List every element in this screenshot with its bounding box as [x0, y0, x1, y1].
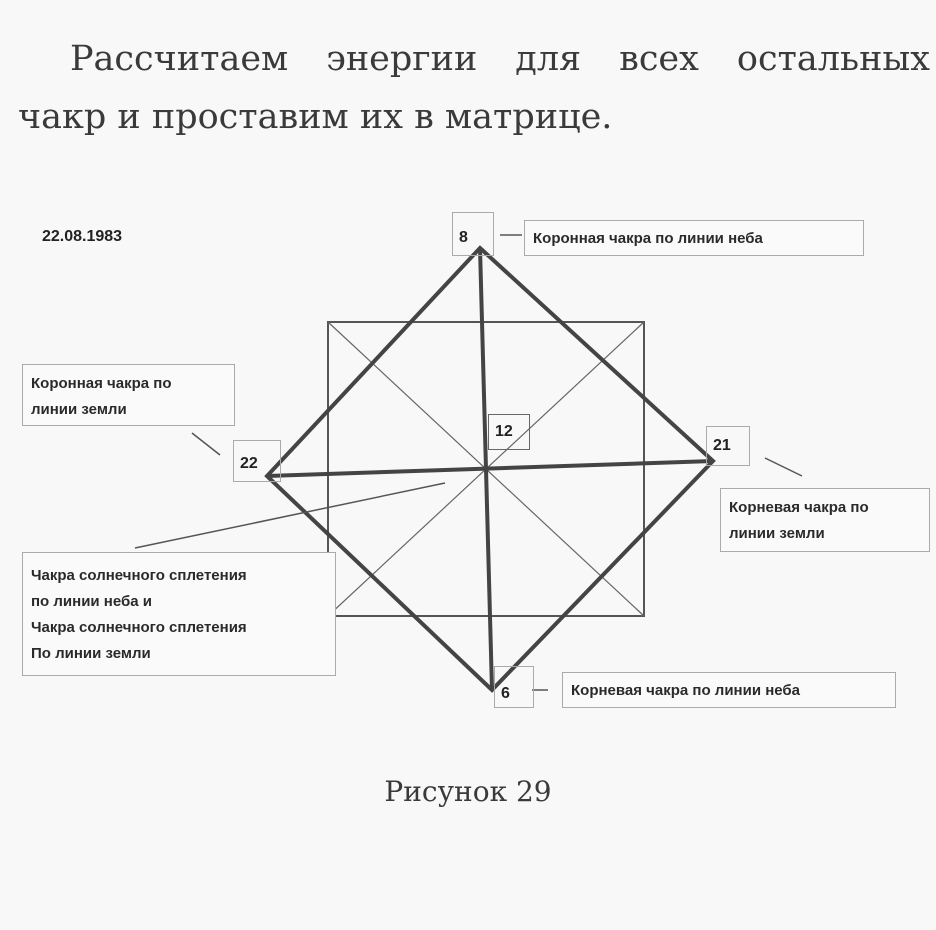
callout-solar-plexus-line-1: Чакра солнечного сплетения — [31, 567, 247, 584]
callout-root-earth — [720, 488, 930, 552]
callout-crown-earth-line-1: Коронная чакра по — [31, 375, 172, 392]
node-left-value: 22 — [233, 440, 281, 482]
callout-solar-plexus-line-2: по линии неба и — [31, 593, 153, 610]
callout-solar-plexus-line-3: Чакра солнечного сплетения — [31, 619, 247, 636]
callout-root-sky-text: Корневая чакра по линии неба — [571, 682, 801, 699]
callout-crown-sky-text: Коронная чакра по линии неба — [533, 230, 763, 247]
callout-root-earth-line-1: Корневая чакра по — [729, 499, 869, 516]
node-right-value: 21 — [706, 426, 750, 466]
pointer-right — [765, 458, 802, 476]
birth-date: 22.08.1983 — [42, 228, 123, 245]
callout-solar-plexus — [22, 552, 336, 676]
pointer-left-top — [192, 433, 220, 455]
callout-crown-sky — [524, 220, 864, 256]
pointer-left-bottom — [135, 483, 445, 548]
figure-caption: Рисунок 29 — [384, 775, 552, 808]
callout-root-earth-line-2: линии земли — [729, 525, 825, 542]
callout-solar-plexus-line-4: По линии земли — [31, 645, 151, 662]
horizontal-axis — [267, 461, 713, 476]
node-bottom-value: 6 — [494, 666, 534, 708]
node-top-value: 8 — [452, 212, 494, 256]
heading-line-2: чакр и проставим их в матрице. — [18, 97, 613, 137]
callout-root-sky — [562, 672, 896, 708]
heading-line-1: Рассчитаем энергии для всех остальных — [70, 39, 930, 79]
node-center-value: 12 — [488, 414, 530, 450]
callout-crown-earth — [22, 364, 235, 426]
callout-crown-earth-line-2: линии земли — [31, 401, 127, 418]
